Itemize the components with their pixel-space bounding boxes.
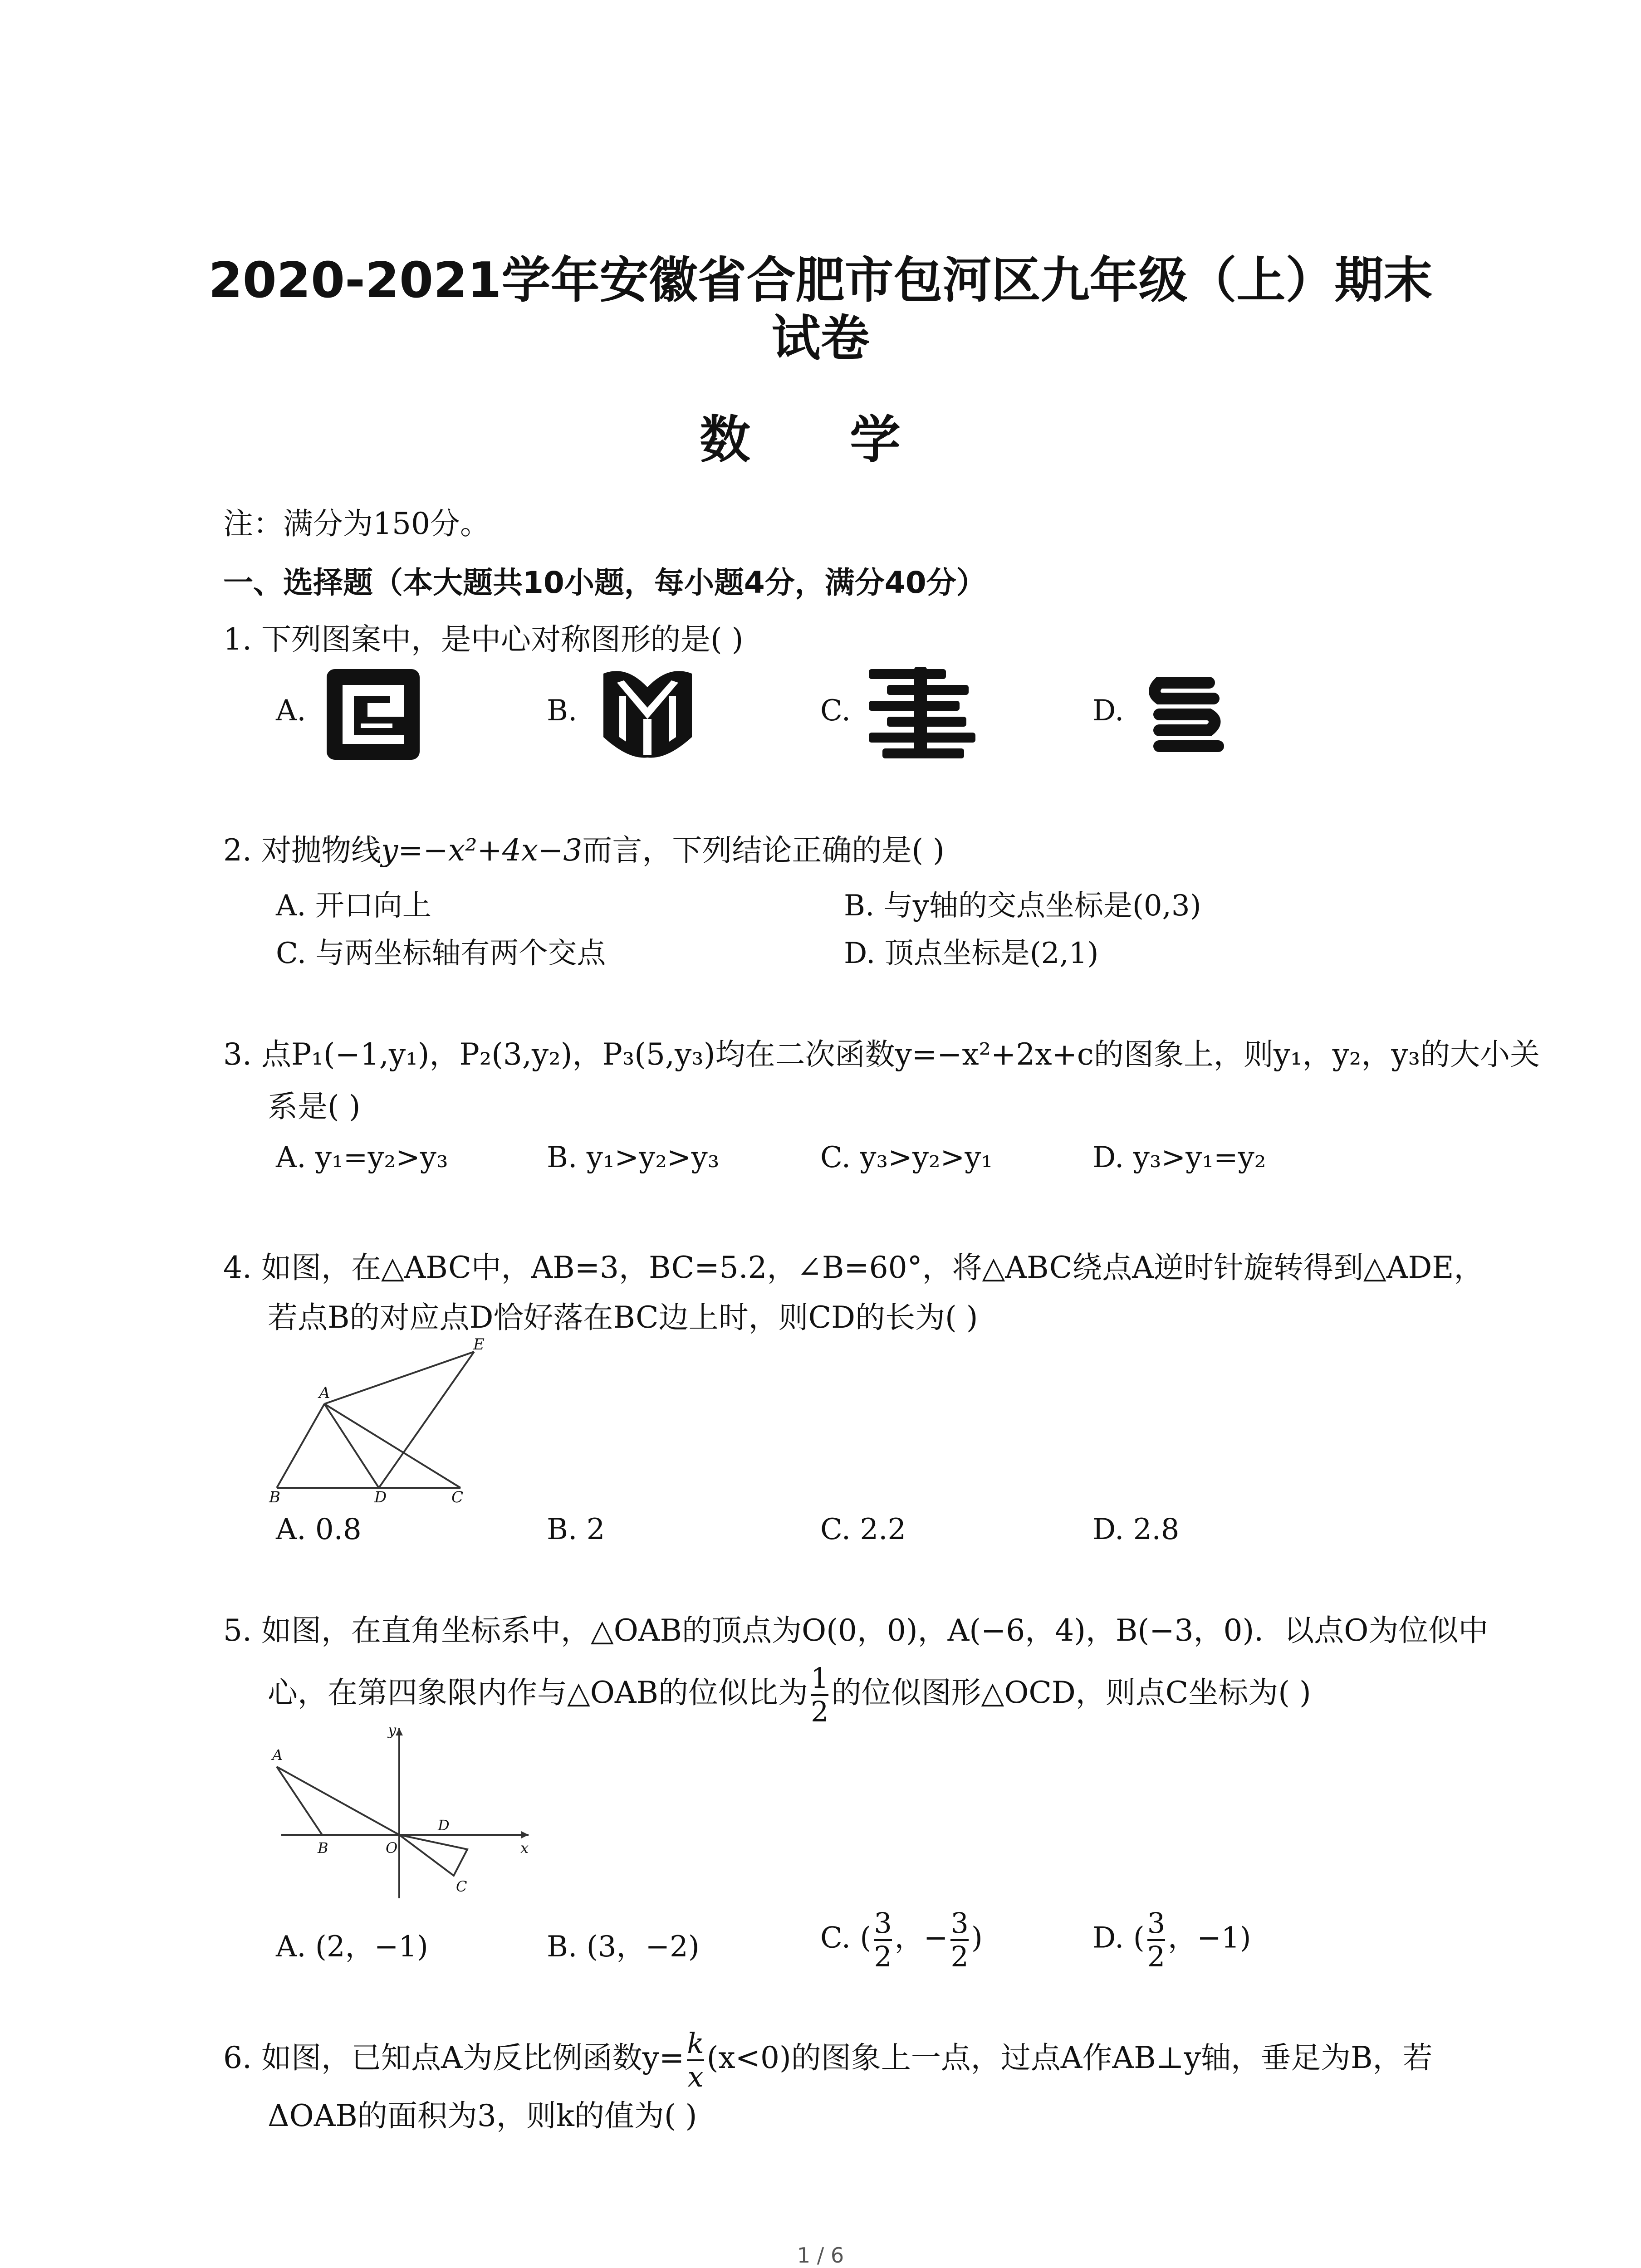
q2-option-a: A. 开口向上 xyxy=(276,889,431,923)
q4-option-b: B. 2 xyxy=(547,1513,605,1546)
exam-title-line2: 试卷 xyxy=(771,310,870,367)
q5-label-c: C xyxy=(456,1878,467,1895)
q5-optc-pre: C. ( xyxy=(820,1921,872,1955)
q4-stem-line2: 若点B的对应点D恰好落在BC边上时，则CD的长为( ) xyxy=(268,1300,978,1335)
q4-label-e: E xyxy=(473,1338,485,1354)
q6-k-den: x xyxy=(687,2060,704,2093)
q4-triangle-figure xyxy=(265,1338,510,1506)
q5-label-d: D xyxy=(438,1817,450,1834)
q6-k-num: k xyxy=(687,2027,704,2060)
q5-option-c xyxy=(820,1907,983,1973)
q3-option-d: D. y₃>y₁=y₂ xyxy=(1092,1141,1266,1174)
zigzag-pattern-icon xyxy=(869,667,978,760)
q4-label-a: A xyxy=(319,1384,330,1402)
q5-optc-num2: 3 xyxy=(950,1906,969,1940)
q3-stem-line2: 系是( ) xyxy=(268,1089,361,1124)
q4-stem-line1: 4. 如图，在△ABC中，AB=3，BC=5.2，∠B=60°，将△ABC绕点A逆时针旋转得到△ADE， xyxy=(223,1250,1484,1285)
q1-label-b: B. xyxy=(547,694,578,728)
q5-optd-den: 2 xyxy=(1147,1940,1166,1973)
q2-stem-post: 而言，下列结论正确的是( ) xyxy=(582,833,945,868)
q5-label-o: O xyxy=(386,1839,398,1857)
score-note: 注：满分为150分。 xyxy=(223,506,490,541)
q5-coordinate-figure xyxy=(263,1721,535,1903)
q2-option-c: C. 与两坐标轴有两个交点 xyxy=(276,937,606,970)
q5-stem-line2 xyxy=(268,1662,1311,1728)
q6-k-over-x xyxy=(687,2028,704,2093)
q5-optd-post: ，−1) xyxy=(1168,1921,1251,1955)
q6-stem-line2: ΔOAB的面积为3，则k的值为( ) xyxy=(268,2098,697,2133)
q5-line2-post: 的位似图形△OCD，则点C坐标为( ) xyxy=(831,1675,1311,1710)
exam-title: 2020-2021学年安徽省合肥市包河区九年级（上）期末 xyxy=(208,252,1433,309)
q2-option-b: B. 与y轴的交点坐标是(0,3) xyxy=(844,889,1201,923)
q4-option-d: D. 2.8 xyxy=(1092,1513,1180,1546)
q1-label-a: A. xyxy=(276,694,306,728)
q6-stem-line1 xyxy=(223,2028,1432,2093)
q4-label-c: C xyxy=(451,1488,464,1506)
q6-line1-pre: 6. 如图，已知点A为反比例函数y= xyxy=(223,2040,685,2075)
section-heading: 一、选择题（本大题共10小题，每小题4分，满分40分） xyxy=(223,565,986,600)
q5-label-b: B xyxy=(318,1839,328,1857)
q1-stem: 1. 下列图案中，是中心对称图形的是( ) xyxy=(223,622,744,657)
q2-stem xyxy=(223,832,945,869)
q3-option-c: C. y₃>y₂>y₁ xyxy=(820,1141,993,1174)
q2-stem-pre: 2. 对抛物线 xyxy=(223,833,381,868)
q3-option-b: B. y₁>y₂>y₃ xyxy=(547,1141,720,1174)
q5-ratio-num: 1 xyxy=(811,1662,829,1695)
q5-optc-frac1 xyxy=(874,1907,892,1973)
q5-line2-pre: 心，在第四象限内作与△OAB的位似比为 xyxy=(268,1675,808,1710)
spiral-pattern-icon xyxy=(324,667,422,762)
q5-stem-line1: 5. 如图，在直角坐标系中，△OAB的顶点为O(0，0)，A(−6，4)，B(−3，0)．以点O为位似中 xyxy=(223,1613,1489,1648)
q5-option-b: B. (3，−2) xyxy=(547,1930,700,1964)
q6-line1-post: (x<0)的图象上一点，过点A作AB⊥y轴，垂足为B，若 xyxy=(706,2040,1433,2075)
q5-optd-pre: D. ( xyxy=(1092,1921,1145,1955)
q1-label-d: D. xyxy=(1092,694,1124,728)
q4-option-a: A. 0.8 xyxy=(276,1513,362,1546)
q5-optd-frac xyxy=(1147,1907,1165,1973)
q3-stem-line1: 3. 点P₁(−1,y₁)，P₂(3,y₂)，P₃(5,y₃)均在二次函数y=−x²+2x+c的图象上，则y₁，y₂，y₃的大小关 xyxy=(223,1037,1540,1072)
q5-option-a: A. (2，−1) xyxy=(276,1930,428,1964)
q4-option-c: C. 2.2 xyxy=(820,1513,906,1546)
q5-ratio-den: 2 xyxy=(811,1695,829,1728)
q5-optc-mid: ，− xyxy=(894,1921,948,1955)
q4-label-b: B xyxy=(269,1488,280,1506)
layered-pattern-icon xyxy=(1141,671,1232,758)
q5-optc-den2: 2 xyxy=(950,1940,969,1973)
q5-optc-post: ) xyxy=(971,1921,983,1955)
q5-optc-den1: 2 xyxy=(874,1940,892,1973)
q5-optc-frac2 xyxy=(950,1907,968,1973)
subject-heading: 数 学 xyxy=(700,411,941,469)
q2-equation: y=−x²+4x−3 xyxy=(381,833,583,868)
shield-pattern-icon xyxy=(599,665,696,762)
q4-label-d: D xyxy=(374,1488,387,1506)
q5-label-x: x xyxy=(520,1839,529,1857)
q5-label-a: A xyxy=(272,1746,283,1764)
q5-optd-num: 3 xyxy=(1147,1906,1166,1940)
q1-label-c: C. xyxy=(820,694,851,728)
q5-option-d xyxy=(1092,1907,1251,1973)
page-number: 1 / 6 xyxy=(797,2243,844,2268)
q5-optc-num1: 3 xyxy=(874,1906,892,1940)
q5-label-y: y xyxy=(388,1721,397,1739)
q5-ratio-fraction xyxy=(811,1662,828,1728)
q3-option-a: A. y₁=y₂>y₃ xyxy=(276,1141,448,1174)
q2-option-d: D. 顶点坐标是(2,1) xyxy=(844,937,1099,970)
